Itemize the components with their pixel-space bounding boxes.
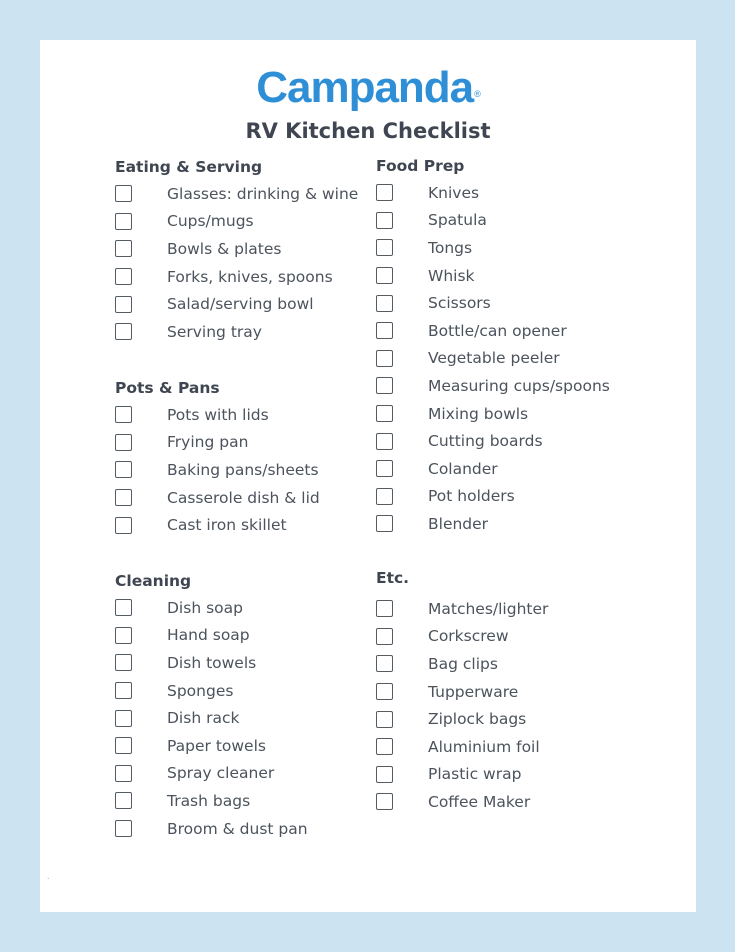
checkbox[interactable] <box>376 738 393 755</box>
item-label: Salad/serving bowl <box>167 295 314 314</box>
checkbox[interactable] <box>115 820 132 837</box>
section-title: Etc. <box>376 569 410 587</box>
item-label: Serving tray <box>167 322 262 341</box>
checkbox[interactable] <box>376 184 393 201</box>
checklist-item[interactable] <box>376 761 522 789</box>
item-label: Casserole dish & lid <box>167 488 320 507</box>
item-label: Whisk <box>428 266 475 285</box>
checklist-item[interactable] <box>376 678 519 706</box>
checklist-item[interactable] <box>376 733 540 761</box>
item-label: Pots with lids <box>167 405 269 424</box>
checkbox[interactable] <box>115 296 132 313</box>
checklist-item[interactable] <box>376 705 527 733</box>
checkbox[interactable] <box>115 489 132 506</box>
item-label: Bowls & plates <box>167 239 282 258</box>
item-label: Blender <box>428 514 489 533</box>
checkbox[interactable] <box>115 737 132 754</box>
checklist-item[interactable] <box>376 623 509 651</box>
section-title: Cleaning <box>115 572 192 590</box>
section-title: Pots & Pans <box>115 379 220 397</box>
checkbox[interactable] <box>115 240 132 257</box>
item-label: Spatula <box>428 211 487 230</box>
checklist-item[interactable] <box>115 456 319 484</box>
item-label: Trash bags <box>167 791 251 810</box>
checklist-item[interactable] <box>376 427 543 455</box>
item-label: Broom & dust pan <box>167 819 308 838</box>
checklist-item[interactable] <box>115 318 262 346</box>
section-food-prep <box>376 155 610 538</box>
item-label: Measuring cups/spoons <box>428 376 610 395</box>
checkbox[interactable] <box>115 765 132 782</box>
checkbox[interactable] <box>376 793 393 810</box>
item-label: Tupperware <box>428 682 519 701</box>
item-label: Cups/mugs <box>167 212 254 231</box>
checklist-item[interactable] <box>115 760 275 788</box>
item-label: Scissors <box>428 294 491 313</box>
checkbox[interactable] <box>376 600 393 617</box>
checkbox[interactable] <box>115 627 132 644</box>
checklist-item[interactable] <box>376 207 487 235</box>
stray-mark: ` <box>47 878 50 885</box>
checklist-item[interactable] <box>115 180 359 208</box>
checkbox[interactable] <box>376 212 393 229</box>
item-label: Frying pan <box>167 433 249 452</box>
checkbox[interactable] <box>376 405 393 422</box>
checklist-item[interactable] <box>376 372 610 400</box>
item-label: Cast iron skillet <box>167 516 287 535</box>
checklist-item[interactable] <box>376 455 498 483</box>
checklist-item[interactable] <box>376 345 560 373</box>
checkbox[interactable] <box>376 515 393 532</box>
item-label: Baking pans/sheets <box>167 460 319 479</box>
checklist-item[interactable] <box>115 235 282 263</box>
item-label: Ziplock bags <box>428 710 527 729</box>
item-label: Dish towels <box>167 653 257 672</box>
registered-mark: ® <box>474 89 481 99</box>
item-label: Corkscrew <box>428 627 509 646</box>
item-label: Hand soap <box>167 626 250 645</box>
item-label: Paper towels <box>167 736 266 755</box>
checkbox[interactable] <box>376 683 393 700</box>
checklist-item[interactable] <box>115 622 250 650</box>
checkbox[interactable] <box>376 350 393 367</box>
checklist-item[interactable] <box>115 208 262 236</box>
item-label: Pot holders <box>428 487 515 506</box>
item-label: Coffee Maker <box>428 792 531 811</box>
checkbox[interactable] <box>376 322 393 339</box>
checkbox[interactable] <box>115 268 132 285</box>
checklist-item[interactable] <box>376 262 475 290</box>
item-label: Bottle/can opener <box>428 321 567 340</box>
item-label: Dish soap <box>167 598 243 617</box>
item-label: Vegetable peeler <box>428 349 560 368</box>
item-label: Knives <box>428 183 480 202</box>
checklist-item[interactable] <box>115 704 240 732</box>
checklist-item[interactable] <box>115 732 266 760</box>
checklist-item[interactable] <box>376 595 549 623</box>
checkbox[interactable] <box>115 406 132 423</box>
item-label: Cutting boards <box>428 432 543 451</box>
checkbox[interactable] <box>115 710 132 727</box>
checklist-item[interactable] <box>376 510 489 538</box>
item-label: Matches/lighter <box>428 599 549 618</box>
checkbox[interactable] <box>115 323 132 340</box>
item-label: Glasses: drinking & wine <box>167 184 359 203</box>
checklist-item[interactable] <box>115 677 234 705</box>
item-label: Bag clips <box>428 654 498 673</box>
item-label: Plastic wrap <box>428 765 522 784</box>
checklist-item[interactable] <box>115 290 314 318</box>
item-label: Aluminium foil <box>428 737 540 756</box>
item-label: Mixing bowls <box>428 404 529 423</box>
page-title: RV Kitchen Checklist <box>245 119 491 143</box>
checkbox[interactable] <box>115 461 132 478</box>
checklist-item[interactable] <box>376 788 531 816</box>
checkbox[interactable] <box>376 377 393 394</box>
checklist-item[interactable] <box>376 650 498 678</box>
checkbox[interactable] <box>376 460 393 477</box>
checkbox[interactable] <box>376 655 393 672</box>
section-cleaning <box>115 570 308 842</box>
checkbox[interactable] <box>115 517 132 534</box>
checklist-item[interactable] <box>115 401 269 429</box>
item-label: Dish rack <box>167 709 240 728</box>
checklist-item[interactable] <box>376 317 567 345</box>
checkbox[interactable] <box>376 239 393 256</box>
checkbox[interactable] <box>115 434 132 451</box>
checkbox[interactable] <box>376 267 393 284</box>
checklist-item[interactable] <box>115 511 287 539</box>
item-label: Sponges <box>167 681 234 700</box>
checklist-page <box>40 40 696 912</box>
checklist-item[interactable] <box>376 289 491 317</box>
section-pots-pans <box>115 377 320 539</box>
checklist-item[interactable] <box>115 649 257 677</box>
section-eating-serving <box>115 156 359 346</box>
item-label: Forks, knives, spoons <box>167 267 333 286</box>
checkbox[interactable] <box>115 654 132 671</box>
checkbox[interactable] <box>376 711 393 728</box>
checkbox[interactable] <box>115 185 132 202</box>
checklist-item[interactable] <box>376 234 473 262</box>
logo-text: Campanda <box>256 63 474 112</box>
checklist-item[interactable] <box>115 787 251 815</box>
checklist-item[interactable] <box>115 484 320 512</box>
checkbox[interactable] <box>115 599 132 616</box>
checkbox[interactable] <box>376 628 393 645</box>
checklist-item[interactable] <box>115 429 249 457</box>
campanda-logo <box>40 63 696 113</box>
section-etc <box>376 567 549 816</box>
checklist-item[interactable] <box>376 400 529 428</box>
checkbox[interactable] <box>115 682 132 699</box>
item-label: Tongs <box>428 238 473 257</box>
checkbox[interactable] <box>376 488 393 505</box>
item-label: Colander <box>428 459 498 478</box>
checklist-item[interactable] <box>115 815 308 843</box>
checklist-item[interactable] <box>115 594 243 622</box>
checklist-item[interactable] <box>115 263 333 291</box>
checklist-item[interactable] <box>376 483 515 511</box>
item-label: Spray cleaner <box>167 764 275 783</box>
checkbox[interactable] <box>115 792 132 809</box>
checkbox[interactable] <box>376 295 393 312</box>
section-title: Food Prep <box>376 157 465 175</box>
checkbox[interactable] <box>115 213 132 230</box>
section-title: Eating & Serving <box>115 158 263 176</box>
checkbox[interactable] <box>376 433 393 450</box>
checkbox[interactable] <box>376 766 393 783</box>
checklist-item[interactable] <box>376 179 480 207</box>
